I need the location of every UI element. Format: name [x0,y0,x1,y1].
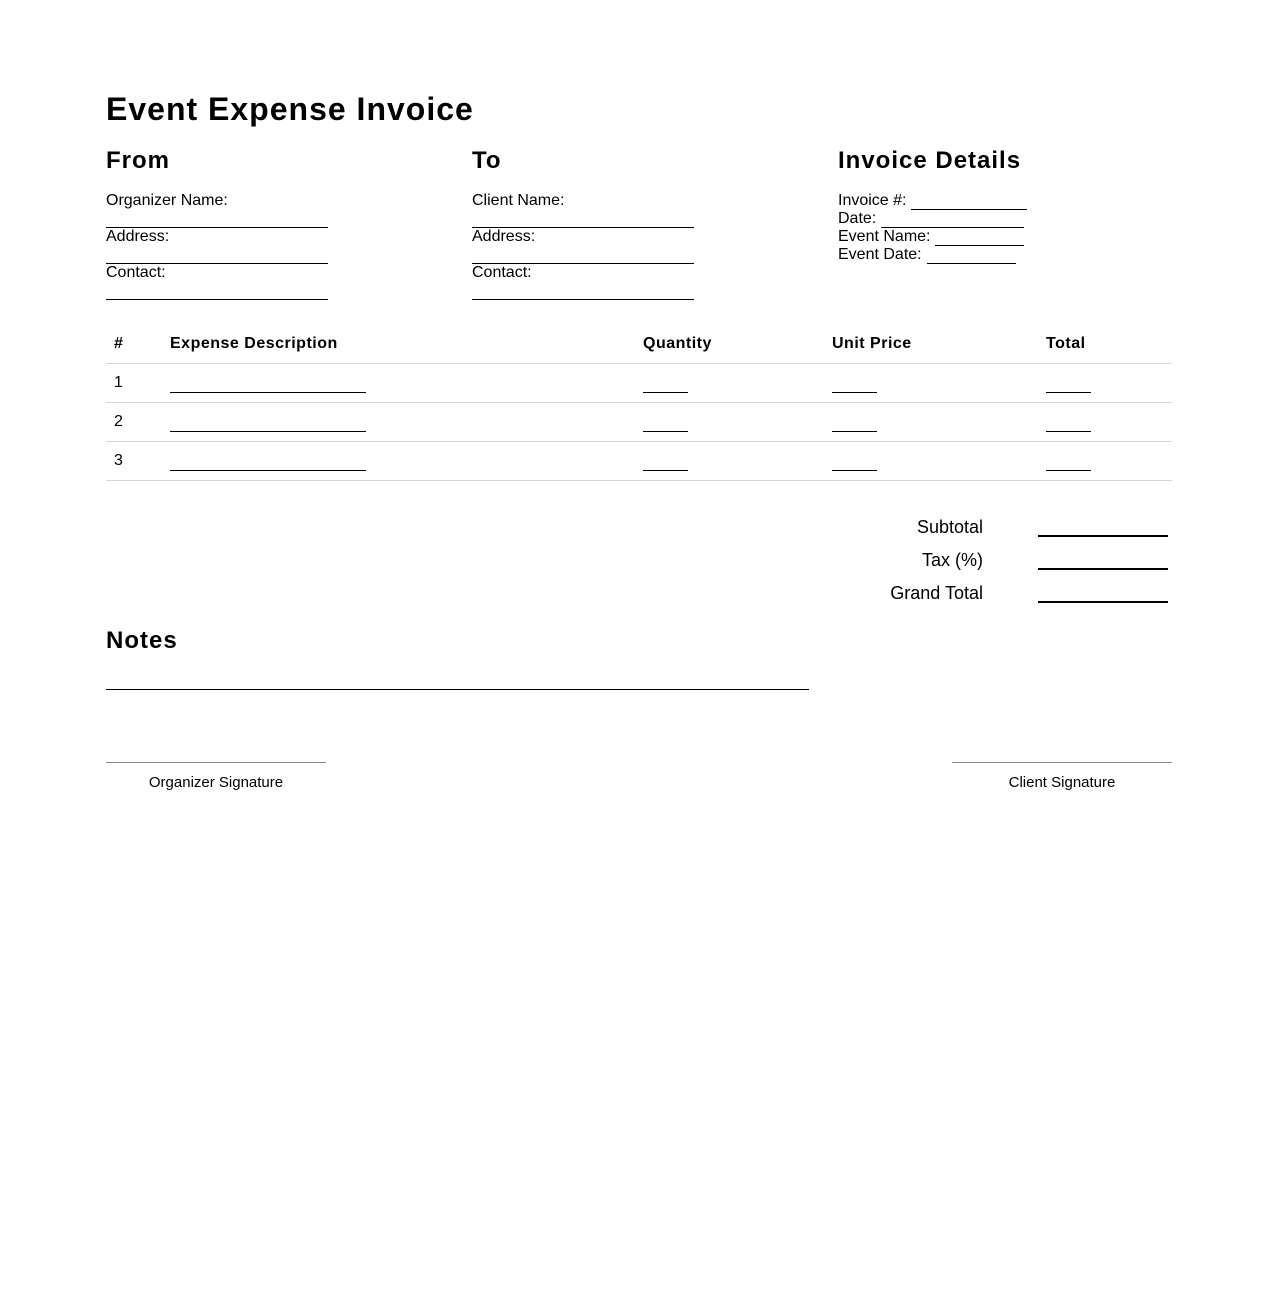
table-header-row [106,324,1172,364]
page-title: Event Expense Invoice [106,91,474,127]
event-name-row [838,228,1138,246]
event-name-field[interactable] [935,230,1024,246]
organizer-signature-label: Organizer Signature [148,774,284,791]
tax-row [783,543,1168,576]
unit-price-field[interactable] [832,454,877,471]
subtotal-field[interactable] [1038,513,1168,537]
table-row [106,364,1172,403]
grand-total-field[interactable] [1038,579,1168,603]
row-number: 2 [106,403,170,442]
event-date-field[interactable] [927,248,1016,264]
grand-total-label: Grand Total [890,583,983,603]
expense-table [106,324,1172,481]
table-row [106,442,1172,481]
client-contact-field[interactable]: Contact: [472,264,694,300]
notes-field[interactable] [106,689,809,690]
client-signature-line[interactable] [952,762,1172,763]
client-name-field[interactable]: Client Name: [472,192,694,228]
to-section [472,146,565,281]
to-heading: To [472,147,502,174]
table-row [106,403,1172,442]
subtotal-label: Subtotal [916,517,983,537]
to-fields [472,192,694,300]
row-number: 1 [106,364,170,403]
invoice-number-row [838,192,1138,210]
tax-label: Tax (%) [921,550,983,570]
invoice-details-fields [838,192,1138,264]
grand-total-row [783,576,1168,609]
row-number: 3 [106,442,170,481]
unit-price-field[interactable] [832,376,877,393]
quantity-field[interactable] [643,415,688,432]
date-row [838,210,1138,228]
invoice-number-field[interactable] [911,194,1027,210]
organizer-signature-block [106,762,326,791]
column-header-quantity: Quantity [643,324,832,364]
unit-price-field[interactable] [832,415,877,432]
client-address-field[interactable]: Address: [472,228,694,264]
line-total-field[interactable] [1046,376,1091,393]
column-header-unit-price: Unit Price [832,324,1046,364]
from-heading: From [106,147,170,174]
date-field[interactable] [881,212,1024,228]
quantity-field[interactable] [643,454,688,471]
invoice-details-heading: Invoice Details [838,147,1022,174]
totals-section [783,510,1168,609]
column-header-number: # [106,324,170,364]
date-label: Date: [838,210,877,227]
event-date-row [838,246,1138,264]
from-fields [106,192,328,300]
from-section [106,146,228,281]
column-header-description: Expense Description [170,324,643,364]
client-signature-block [952,762,1172,791]
organizer-address-field[interactable]: Address: [106,228,328,264]
description-field[interactable] [170,376,366,393]
event-date-label: Event Date: [838,246,922,263]
line-total-field[interactable] [1046,454,1091,471]
invoice-number-label: Invoice #: [838,192,907,209]
line-total-field[interactable] [1046,415,1091,432]
organizer-signature-line[interactable] [106,762,326,763]
description-field[interactable] [170,454,366,471]
client-signature-label: Client Signature [1008,774,1116,791]
invoice-details-section [838,146,1022,263]
organizer-name-field[interactable]: Organizer Name: [106,192,328,228]
subtotal-row [783,510,1168,543]
notes-heading: Notes [106,627,178,654]
description-field[interactable] [170,415,366,432]
event-name-label: Event Name: [838,228,931,245]
tax-field[interactable] [1038,546,1168,570]
organizer-contact-field[interactable]: Contact: [106,264,328,300]
quantity-field[interactable] [643,376,688,393]
column-header-total: Total [1046,324,1172,364]
